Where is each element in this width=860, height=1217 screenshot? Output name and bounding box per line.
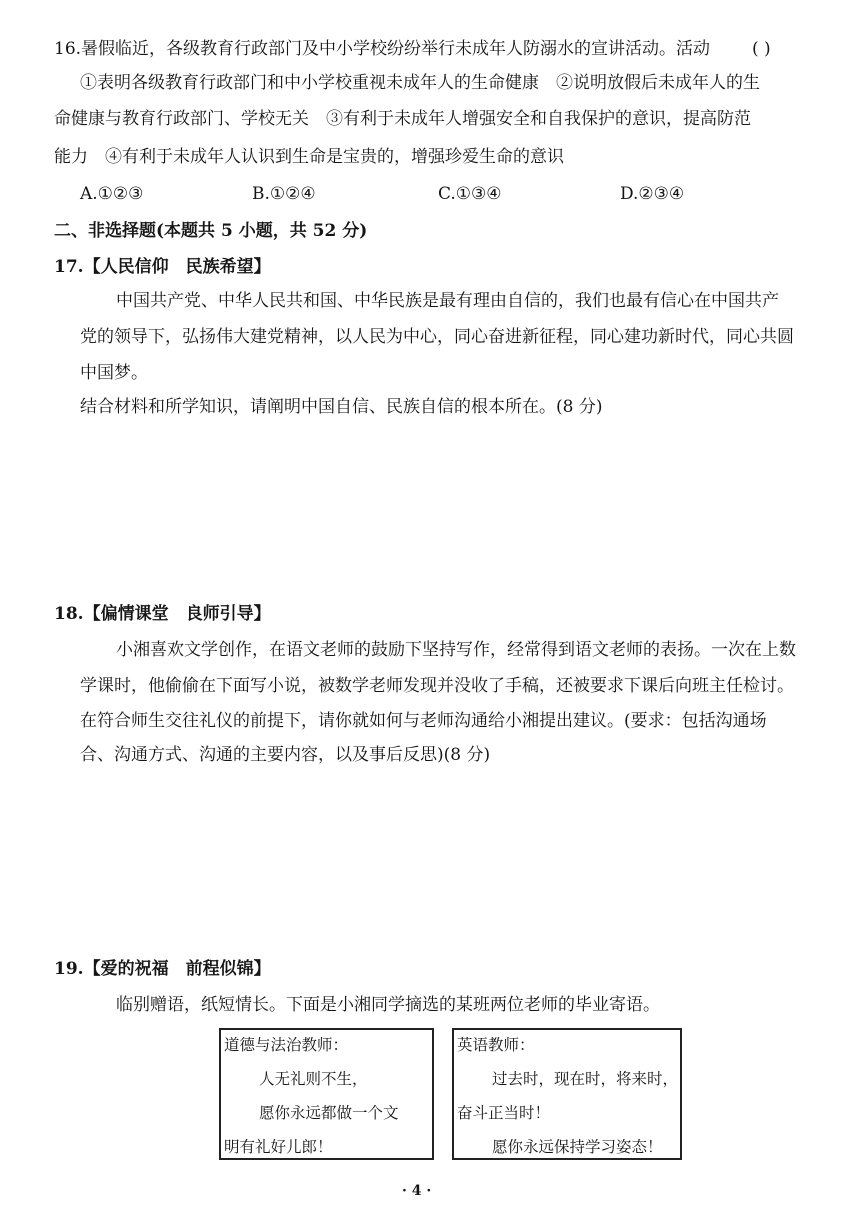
q16-statements-line3: 能力 ④有利于未成年人认识到生命是宝贵的，增强珍爱生命的意识 (54, 147, 564, 167)
q16-statements-line2: 命健康与教育行政部门、学校无关 ③有利于未成年人增强安全和自我保护的意识，提高防范 (54, 109, 751, 129)
box-left-line2: 人无礼则不生， (259, 1070, 368, 1088)
box-left-line4: 明有礼好儿郎！ (224, 1138, 333, 1156)
q16-option-a: A.①②③ (80, 184, 144, 204)
q18-title: 18.【偏情课堂 良师引导】 (54, 604, 271, 624)
box-right-line3: 奋斗正当时！ (457, 1104, 551, 1122)
q18-material-line1: 小湘喜欢文学创作，在语文老师的鼓励下坚持写作，经常得到语文老师的表扬。一次在上数 (116, 640, 796, 660)
box-left-line1: 道德与法治教师： (224, 1036, 349, 1054)
q18-material-line2: 学课时，他偷偷在下面写小说，被数学老师发现并没收了手稿，还被要求下课后向班主任检讨。 (80, 676, 794, 696)
q17-material-line3: 中国梦。 (80, 363, 148, 383)
q17-title: 17.【人民信仰 民族希望】 (54, 257, 271, 277)
box-right-line2: 过去时，现在时，将来时， (492, 1070, 679, 1088)
q16-option-b: B.①②④ (252, 184, 316, 204)
teacher-message-box-left (219, 1028, 434, 1160)
q16-option-d: D.②③④ (620, 184, 685, 204)
q17-material-line2: 党的领导下，弘扬伟大建党精神，以人民为中心，同心奋进新征程，同心建功新时代，同心共圆 (80, 327, 794, 347)
box-right-line4: 愿你永远保持学习姿态！ (492, 1138, 663, 1156)
q16-statements-line1: ①表明各级教育行政部门和中小学校重视未成年人的生命健康 ②说明放假后未成年人的生 (80, 73, 760, 93)
q19-intro: 临别赠语，纸短情长。下面是小湘同学摘选的某班两位老师的毕业寄语。 (116, 995, 660, 1015)
q19-title: 19.【爱的祝福 前程似锦】 (54, 959, 271, 979)
box-right-line1: 英语教师： (457, 1036, 535, 1054)
q17-question: 结合材料和所学知识，请阐明中国自信、民族自信的根本所在。(8 分) (80, 397, 603, 417)
q18-question-line2: 合、沟通方式、沟通的主要内容，以及事后反思)(8 分) (80, 745, 491, 765)
section-title: 二、非选择题(本题共 5 小题，共 52 分) (54, 221, 368, 241)
q16-stem: 16.暑假临近，各级教育行政部门及中小学校纷纷举行未成年人防溺水的宣讲活动。活动 (54, 39, 711, 59)
q16-answer-paren: ( ) (752, 39, 771, 59)
q16-option-c: C.①③④ (438, 184, 502, 204)
q18-question-line1: 在符合师生交往礼仪的前提下，请你就如何与老师沟通给小湘提出建议。(要求：包括沟通场 (80, 711, 767, 731)
q17-material-line1: 中国共产党、中华人民共和国、中华民族是最有理由自信的，我们也最有信心在中国共产 (116, 291, 779, 311)
page-number: · 4 · (402, 1183, 432, 1199)
teacher-message-box-right (452, 1028, 682, 1160)
box-left-line3: 愿你永远都做一个文 (259, 1104, 399, 1122)
